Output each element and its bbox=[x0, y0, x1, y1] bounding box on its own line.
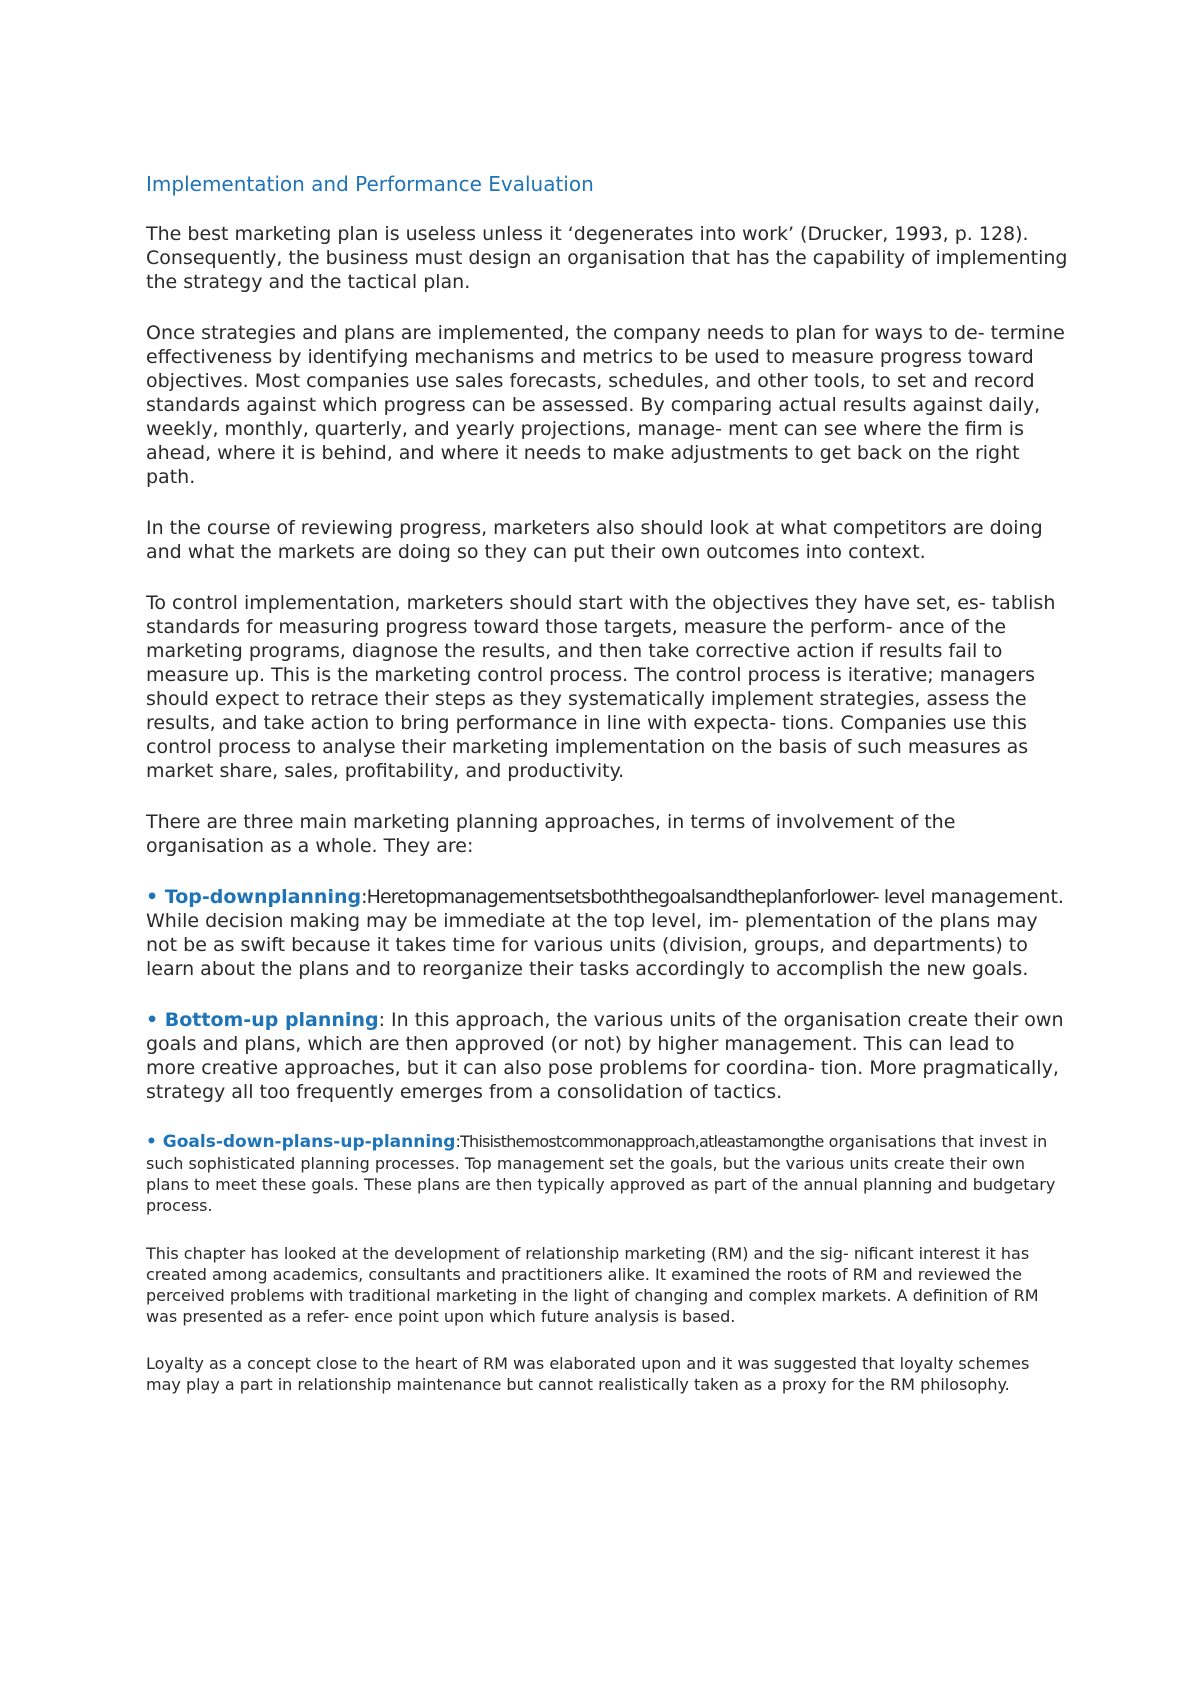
bullet-lead-top-down: :Heretopmanagementsetsboththegoalsandtheplanforlower- level bbox=[361, 886, 925, 908]
bullet-goals-down-plans-up bbox=[146, 1131, 1068, 1216]
paragraph-loyalty: Loyalty as a concept close to the heart of RM was elaborated upon and it was suggested that loyalty schemes may play a part in relationship maintenance but cannot realistically taken as a proxy for the RM philosophy. bbox=[146, 1354, 1030, 1394]
bullet-term-top-down: • Top-downplanning bbox=[146, 886, 362, 908]
bullet-text-goals-down: organisations that invest in such sophisticated planning processes. Top management set the goals, but the various units create their own plans to meet these goals. These plans are then typically approved as part of the annual planning and budgetary process. bbox=[146, 1132, 1056, 1215]
bullet-bottom-up-planning bbox=[146, 1008, 1068, 1104]
paragraph-drucker: The best marketing plan is useless unless it ‘degenerates into work’ (Drucker, 1993, p. 128). Consequently, the business must design an organisation that has the capability of implementing the strategy and the tactical plan. bbox=[146, 223, 1068, 293]
paragraph-control-process: To control implementation, marketers should start with the objectives they have set, es- tablish standards for measuring progress toward those targets, measure the perform- ance of the marketing programs, diagnose the results, and then take corrective action if results fail to measure up. This is the marketing control process. The control process is iterative; managers should expect to retrace their steps as they systematically implement strategies, assess the results, and take action to bring performance in line with expecta- tions. Companies use this control process to analyse their marketing implementation on the basis of such measures as market share, sales, profitability, and productivity. bbox=[146, 592, 1056, 782]
bullet-top-down-planning bbox=[146, 885, 1068, 981]
paragraph-approaches-intro: There are three main marketing planning approaches, in terms of involvement of the organisation as a whole. They are: bbox=[146, 811, 956, 857]
bullet-text-bottom-up: : In this approach, the various units of the organisation create their own goals and plans, which are then approved (or not) by higher management. This can lead to more creative approaches, but it can also pose problems for coordina- tion. More pragmatically, strategy all too frequently emerges from a consolidation of tactics. bbox=[146, 1009, 1064, 1103]
paragraph-effectiveness: Once strategies and plans are implemented, the company needs to plan for ways to de- termine effectiveness by identifying mechanisms and metrics to be used to measure progress toward objectives. Most companies use sales forecasts, schedules, and other tools, to set and record standards against which progress can be assessed. By comparing actual results against daily, weekly, monthly, quarterly, and yearly projections, manage- ment can see where the firm is ahead, where it is behind, and where it needs to make adjustments to get back on the right path. bbox=[146, 322, 1065, 488]
paragraph-chapter-summary: This chapter has looked at the development of relationship marketing (RM) and the sig- nificant interest it has created among academics, consultants and practitioners alike. It examined the roots of RM and reviewed the perceived problems with traditional marketing in the light of changing and complex markets. A definition of RM was presented as a refer- ence point upon which future analysis is based. bbox=[146, 1244, 1039, 1326]
bullet-term-bottom-up: • Bottom-up planning bbox=[146, 1009, 379, 1031]
section-heading: Implementation and Performance Evaluation bbox=[146, 172, 594, 196]
document-page bbox=[146, 170, 1068, 1421]
bullet-term-goals-down: • Goals-down-plans-up-planning bbox=[146, 1132, 456, 1152]
bullet-lead-goals-down: :Thisisthemostcommonapproach,atleastamongthe bbox=[455, 1132, 824, 1151]
bullet-text-top-down: management. While decision making may be immediate at the top level, im- plementation of the plans may not be as swift because it takes time for various units (division, groups, and departments) to learn about the plans and to reorganize their tasks accordingly to accomplish the new goals. bbox=[146, 886, 1064, 980]
paragraph-competitors: In the course of reviewing progress, marketers also should look at what competitors are doing and what the markets are doing so they can put their own outcomes into context. bbox=[146, 517, 1043, 563]
